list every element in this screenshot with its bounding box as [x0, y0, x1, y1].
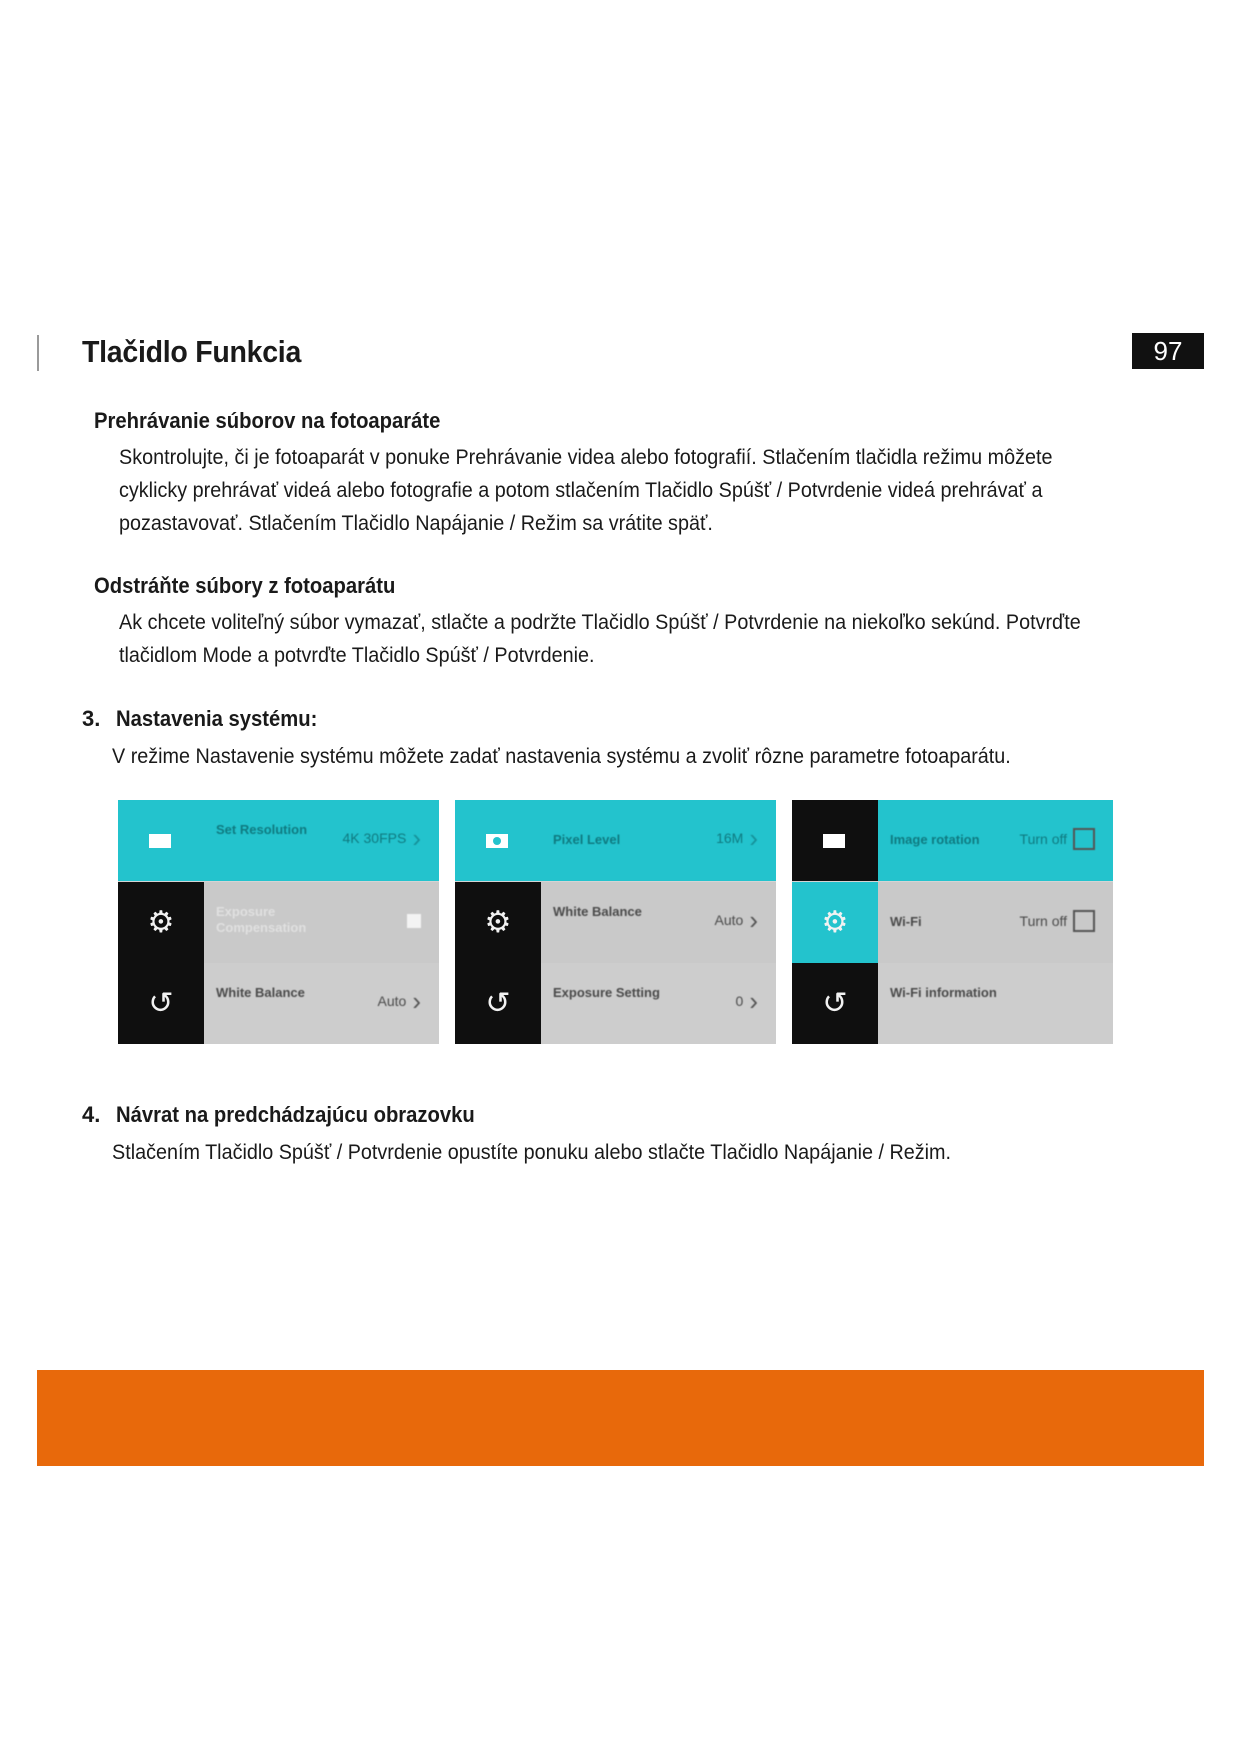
- back-arrow-icon: ↺: [118, 963, 204, 1044]
- gear-icon: ⚙: [455, 882, 541, 963]
- playback-line-3: pozastavovať. Stlačením Tlačidlo Napájanie / Režim sa vrátite späť.: [119, 511, 713, 535]
- checkbox-icon: [1073, 828, 1095, 850]
- row-value: [1020, 828, 1095, 850]
- row-label: Set Resolution: [216, 822, 308, 837]
- screen1-row-resolution: [118, 800, 439, 881]
- system-line: V režime Nastavenie systému môžete zadať nastavenia systému a zvoliť rôzne parametre fotoaparátu.: [112, 744, 1011, 768]
- row-label: Pixel Level: [553, 832, 621, 847]
- camera-screen-1: [118, 800, 439, 1044]
- chevron-right-icon: ›: [749, 905, 758, 935]
- row-value-text: 16M: [716, 830, 744, 846]
- video-camera-icon: [118, 800, 204, 881]
- row-value: [377, 986, 421, 1016]
- delete-line-2: tlačidlom Mode a potvrďte Tlačidlo Spúšť / Potvrdenie.: [119, 643, 595, 667]
- gear-icon: ⚙: [118, 882, 204, 963]
- back-arrow-icon: ↺: [792, 963, 878, 1044]
- row-label: Exposure Compensation: [216, 904, 307, 935]
- row-label: Image rotation: [890, 832, 980, 847]
- gear-icon: ⚙: [792, 882, 878, 963]
- delete-line-1: Ak chcete voliteľný súbor vymazať, stlačte a podržte Tlačidlo Spúšť / Potvrdenie na niekoľko sekúnd. Potvrďte: [119, 610, 1081, 634]
- row-value: [1020, 910, 1095, 932]
- toggle-square-icon: [407, 914, 421, 928]
- system-number: 3.: [82, 706, 101, 731]
- row-value: [716, 823, 758, 853]
- row-label: Wi-Fi information: [890, 985, 997, 1000]
- chevron-right-icon: ›: [412, 986, 421, 1016]
- camera-screen-2: [455, 800, 776, 1044]
- screen2-row-exposure: [455, 963, 776, 1044]
- page-title: Tlačidlo Funkcia: [82, 334, 302, 369]
- page-number: 97: [1132, 333, 1204, 369]
- playback-line-1: Skontrolujte, či je fotoaparát v ponuke Prehrávanie videa alebo fotografií. Stlačením tlačidla režimu môžete: [119, 445, 1053, 469]
- checkbox-icon: [1073, 910, 1095, 932]
- left-rule: [37, 335, 39, 371]
- screen1-row-exposure: [118, 882, 439, 963]
- screen3-row-wifi-info: [792, 963, 1113, 1044]
- chevron-right-icon: ›: [749, 823, 758, 853]
- playback-heading: Prehrávanie súborov na fotoaparáte: [94, 408, 441, 433]
- back-line: Stlačením Tlačidlo Spúšť / Potvrdenie opustíte ponuku alebo stlačte Tlačidlo Napájanie / Režim.: [112, 1140, 952, 1164]
- delete-heading: Odstráňte súbory z fotoaparátu: [94, 573, 396, 598]
- row-value: [342, 823, 422, 853]
- row-label: Exposure Setting: [553, 985, 660, 1000]
- row-value-text: Turn off: [1019, 913, 1067, 929]
- row-label: White Balance: [553, 904, 642, 919]
- footer-band: [37, 1370, 1204, 1466]
- camera-screen-3: [792, 800, 1113, 1044]
- chevron-right-icon: ›: [412, 823, 421, 853]
- row-label: Wi-Fi: [890, 914, 922, 929]
- chevron-right-icon: ›: [749, 986, 758, 1016]
- screen1-row-white-balance: [118, 963, 439, 1044]
- row-value: [714, 905, 758, 935]
- row-value-text: Turn off: [1019, 831, 1067, 847]
- back-heading: Návrat na predchádzajúcu obrazovku: [116, 1102, 475, 1127]
- row-value: [735, 986, 758, 1016]
- row-label: White Balance: [216, 985, 305, 1000]
- video-camera-icon: [792, 800, 878, 881]
- screen2-row-white-balance: [455, 882, 776, 963]
- row-value-text: 0: [735, 993, 744, 1009]
- playback-line-2: cyklicky prehrávať videá alebo fotografie a potom stlačením Tlačidlo Spúšť / Potvrdenie videá prehrávať a: [119, 478, 1043, 502]
- system-heading: Nastavenia systému:: [116, 706, 318, 731]
- row-value-text: Auto: [377, 993, 407, 1009]
- back-number: 4.: [82, 1102, 101, 1127]
- photo-camera-icon: [455, 800, 541, 881]
- row-value-text: 4K 30FPS: [342, 830, 407, 846]
- screen2-row-pixel: [455, 800, 776, 881]
- back-arrow-icon: ↺: [455, 963, 541, 1044]
- row-value-text: Auto: [714, 912, 744, 928]
- screen3-row-wifi: [792, 882, 1113, 963]
- row-value: [407, 914, 421, 928]
- screen3-row-rotation: [792, 800, 1113, 881]
